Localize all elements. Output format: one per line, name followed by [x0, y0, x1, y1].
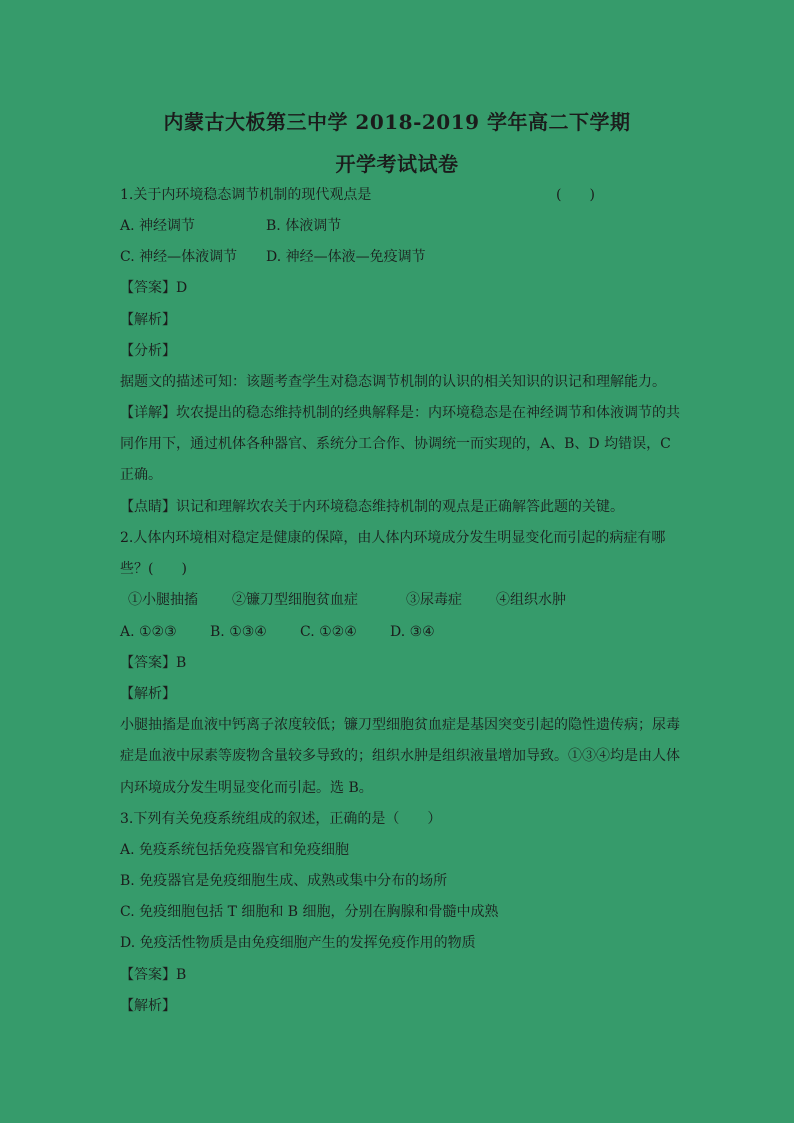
- q1-detail-line1: 【详解】坎农提出的稳态维持机制的经典解释是：内环境稳态是在神经调节和体液调节的共: [120, 405, 680, 421]
- q2-item-2: ②镰刀型细胞贫血症: [232, 592, 358, 608]
- q3-option-c: C. 免疫细胞包括 T 细胞和 B 细胞，分别在胸腺和骨髓中成熟: [120, 904, 499, 920]
- q2-answer: 【答案】B: [120, 655, 187, 671]
- q2-options-row: [120, 622, 435, 642]
- q1-option-c: C. 神经—体液调节: [120, 249, 238, 265]
- q1-fenxi-label: 【分析】: [120, 343, 176, 359]
- q2-analysis-label: 【解析】: [120, 686, 176, 702]
- q2-item-3: ③尿毒症: [406, 592, 462, 608]
- q1-analysis-label: 【解析】: [120, 312, 176, 328]
- q3-option-d: D. 免疫活性物质是由免疫细胞产生的发挥免疫作用的物质: [120, 935, 476, 951]
- q3-option-a: A. 免疫系统包括免疫器官和免疫细胞: [120, 842, 350, 858]
- q2-option-c: C. ①②④: [300, 624, 357, 640]
- q1-detail-line3: 正确。: [120, 467, 162, 483]
- q2-item-1: ①小腿抽搐: [128, 592, 198, 608]
- q1-option-b: B. 体液调节: [266, 218, 342, 234]
- q1-options-row2: [120, 247, 426, 267]
- q1-option-d: D. 神经—体液—免疫调节: [266, 249, 426, 265]
- q2-stem-line2: 些？( ): [120, 561, 187, 577]
- q3-analysis-label: 【解析】: [120, 998, 176, 1014]
- q1-answer-paren: ( ): [556, 187, 595, 203]
- q2-items-row: [128, 590, 566, 610]
- q2-analysis-line3: 内环境成分发生明显变化而引起。选 B。: [120, 780, 373, 796]
- exam-title-line2: 开学考试试卷: [335, 152, 459, 176]
- q1-detail-line2: 同作用下，通过机体各种器官、系统分工合作、协调统一而实现的，A、B、D 均错误，C: [120, 436, 671, 452]
- q1-option-a: A. 神经调节: [120, 218, 196, 234]
- q2-option-d: D. ③④: [390, 624, 435, 640]
- q1-answer: 【答案】D: [120, 280, 188, 296]
- q3-stem: 3.下列有关免疫系统组成的叙述，正确的是（ ）: [120, 811, 442, 827]
- q1-dianjing: 【点睛】识记和理解坎农关于内环境稳态维持机制的观点是正确解答此题的关键。: [120, 499, 624, 515]
- q2-analysis-line2: 症是血液中尿素等废物含量较多导致的；组织水肿是组织液量增加导致。①③④均是由人体: [120, 748, 680, 764]
- q3-answer: 【答案】B: [120, 967, 187, 983]
- q2-stem-line1: 2.人体内环境相对稳定是健康的保障，由人体内环境成分发生明显变化而引起的病症有哪: [120, 530, 666, 546]
- exam-title-line1: 内蒙古大板第三中学 2018-2019 学年高二下学期: [163, 110, 631, 134]
- q2-item-4: ④组织水肿: [496, 592, 566, 608]
- q2-option-b: B. ①③④: [210, 624, 267, 640]
- q2-option-a: A. ①②③: [120, 624, 177, 640]
- q2-analysis-line1: 小腿抽搐是血液中钙离子浓度较低；镰刀型细胞贫血症是基因突变引起的隐性遗传病；尿毒: [120, 717, 680, 733]
- q1-stem: 1.关于内环境稳态调节机制的现代观点是: [120, 187, 372, 203]
- q1-fenxi-text: 据题文的描述可知：该题考查学生对稳态调节机制的认识的相关知识的识记和理解能力。: [120, 374, 666, 390]
- q3-option-b: B. 免疫器官是免疫细胞生成、成熟或集中分布的场所: [120, 873, 448, 889]
- q1-options-row1: [120, 216, 341, 236]
